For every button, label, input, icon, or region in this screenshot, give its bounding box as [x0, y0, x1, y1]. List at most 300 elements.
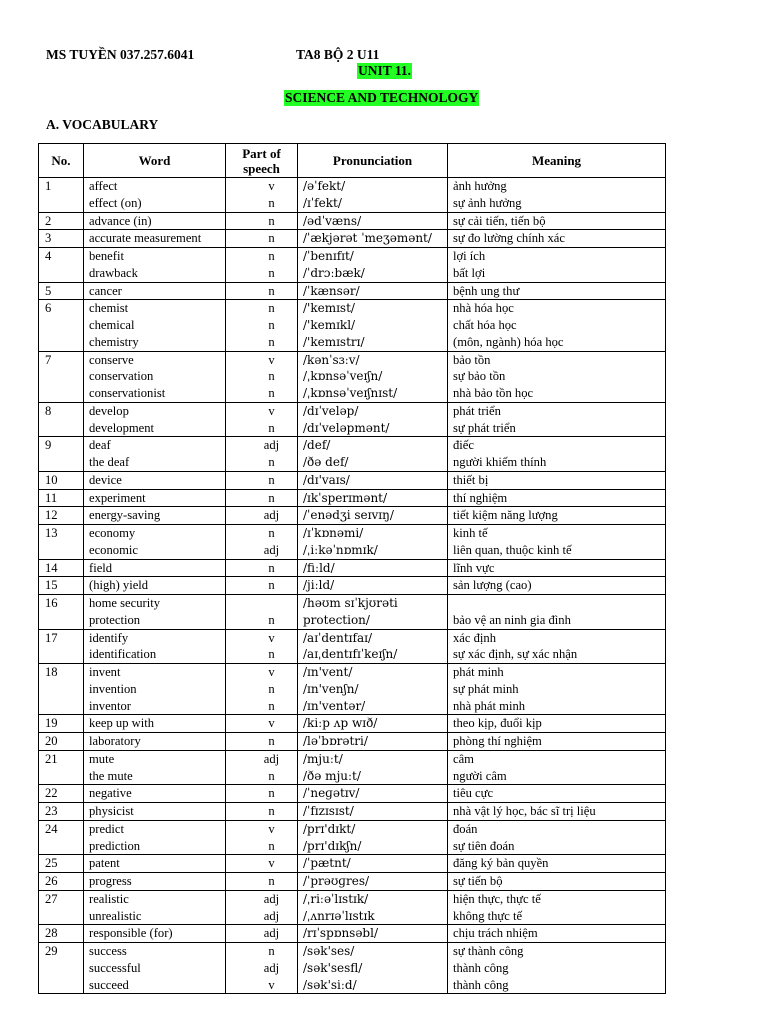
pronunciation-line: /ˈprəʊɡres/	[303, 874, 370, 888]
word-line: experiment	[89, 490, 146, 505]
part-of-speech-line: n	[268, 231, 275, 246]
meaning-line: hiện thực, thực tế	[453, 891, 541, 906]
word-line: realistic	[89, 891, 129, 906]
word-cell	[84, 664, 226, 715]
part-of-speech-line: adj	[263, 908, 280, 923]
mean-cell	[448, 230, 666, 248]
pos-cell	[226, 437, 298, 472]
word-line: develop	[89, 403, 129, 418]
pron-cell	[298, 402, 448, 437]
pos-cell	[226, 212, 298, 230]
pos-cell	[226, 300, 298, 351]
meaning-line: kinh tế	[453, 526, 488, 540]
entry-number: 11	[45, 490, 58, 505]
word-line: progress	[89, 874, 132, 888]
meaning-line: ảnh hưởng	[453, 179, 507, 193]
meaning-line: thí nghiệm	[453, 490, 508, 505]
word-cell	[84, 178, 226, 213]
table-row	[39, 230, 666, 248]
meaning-line: sản lượng (cao)	[453, 578, 532, 593]
meaning-line: phòng thí nghiệm	[453, 734, 542, 748]
pronunciation-line: /həʊm sɪˈkjʊrəti	[303, 596, 398, 610]
part-of-speech-line: v	[268, 352, 275, 367]
no-cell	[39, 785, 84, 803]
entry-number: 14	[45, 560, 58, 575]
meaning-line: điếc	[453, 438, 474, 453]
table-row	[39, 577, 666, 595]
pronunciation-line: /ɪˈkɒnəmi/	[303, 526, 364, 540]
pronunciation-line: /aɪˌdentɪfɪˈkeɪʃn/	[303, 647, 398, 662]
meaning-line: (môn, ngành) hóa học	[453, 334, 564, 349]
table-row	[39, 785, 666, 803]
meaning-line: sự thành công	[453, 944, 524, 958]
pronunciation-line: /ðə def/	[303, 455, 349, 469]
mean-cell	[448, 489, 666, 507]
pos-cell	[226, 855, 298, 873]
part-of-speech-line: n	[268, 647, 275, 662]
pron-cell	[298, 525, 448, 560]
word-line: economy	[89, 526, 136, 540]
pos-cell	[226, 577, 298, 595]
entry-number: 29	[45, 944, 58, 958]
pos-cell	[226, 785, 298, 803]
pronunciation-line: /'kemɪst/	[303, 301, 355, 316]
table-row	[39, 664, 666, 715]
word-line: cancer	[89, 283, 122, 298]
part-of-speech-line: n	[268, 526, 275, 540]
pos-cell	[226, 873, 298, 891]
no-cell	[39, 803, 84, 821]
no-cell	[39, 715, 84, 733]
part-of-speech-line: n	[268, 838, 275, 853]
meaning-line: người câm	[453, 768, 507, 783]
no-cell	[39, 855, 84, 873]
meaning-line: nhà phát minh	[453, 698, 526, 713]
no-cell	[39, 471, 84, 489]
table-row	[39, 750, 666, 785]
word-line: effect (on)	[89, 195, 142, 210]
entry-number: 16	[45, 596, 58, 610]
pron-cell	[298, 507, 448, 525]
word-cell	[84, 890, 226, 925]
pronunciation-line: /ˌkɒnsəˈveɪʃn/	[303, 369, 383, 384]
pos-cell	[226, 559, 298, 577]
no-cell	[39, 351, 84, 402]
pron-cell	[298, 230, 448, 248]
no-cell	[39, 629, 84, 664]
word-line: mute	[89, 751, 115, 766]
meaning-line: sự cải tiến, tiến bộ	[453, 213, 546, 228]
table-row	[39, 248, 666, 283]
mean-cell	[448, 471, 666, 489]
vocabulary-table	[38, 143, 666, 994]
no-cell	[39, 820, 84, 855]
pron-cell	[298, 595, 448, 630]
word-cell	[84, 230, 226, 248]
entry-number: 22	[45, 786, 58, 801]
meaning-line: lĩnh vực	[453, 560, 495, 575]
mean-cell	[448, 750, 666, 785]
meaning-line: theo kịp, đuổi kịp	[453, 716, 542, 731]
pron-cell	[298, 925, 448, 943]
pronunciation-line: /dɪ'vaɪs/	[303, 472, 350, 487]
pronunciation-line: /ˈenədʒi seɪvɪŋ/	[303, 508, 394, 523]
table-row	[39, 715, 666, 733]
meaning-line: tiết kiệm năng lượng	[453, 508, 558, 523]
part-of-speech-line: v	[268, 179, 275, 193]
column-header-word: Word	[84, 144, 226, 178]
pronunciation-line: /ɪkˈsperɪmənt/	[303, 490, 388, 505]
word-line: economic	[89, 542, 138, 557]
word-cell	[84, 733, 226, 751]
part-of-speech-line	[229, 595, 294, 612]
meaning-line: phát triển	[453, 403, 501, 418]
word-line: conservationist	[89, 386, 166, 400]
mean-cell	[448, 282, 666, 300]
mean-cell	[448, 437, 666, 472]
word-cell	[84, 248, 226, 283]
mean-cell	[448, 595, 666, 630]
entry-number: 8	[45, 403, 52, 418]
pronunciation-line: /ɪn'venʃn/	[303, 681, 359, 696]
column-header-part-of-speech: Part of speech	[226, 144, 298, 178]
part-of-speech-line: n	[268, 490, 275, 505]
table-row	[39, 525, 666, 560]
word-cell	[84, 943, 226, 994]
meaning-line: sự phát triển	[453, 420, 516, 435]
meaning-line: bệnh ung thư	[453, 283, 520, 298]
mean-cell	[448, 733, 666, 751]
word-line: energy-saving	[89, 508, 161, 523]
mean-cell	[448, 402, 666, 437]
no-cell	[39, 577, 84, 595]
word-cell	[84, 282, 226, 300]
meaning-line: bảo vệ an ninh gia đình	[453, 612, 571, 627]
meaning-line: xác định	[453, 630, 497, 645]
entry-number: 7	[45, 352, 52, 367]
part-of-speech-line: n	[268, 195, 275, 210]
pron-cell	[298, 559, 448, 577]
pron-cell	[298, 629, 448, 664]
word-line: the deaf	[89, 455, 130, 469]
no-cell	[39, 750, 84, 785]
meaning-line: nhà vật lý học, bác sĩ trị liệu	[453, 804, 596, 818]
mean-cell	[448, 300, 666, 351]
part-of-speech-line: v	[268, 665, 275, 679]
word-line: home security	[89, 596, 160, 610]
no-cell	[39, 890, 84, 925]
part-of-speech-line: n	[268, 283, 275, 298]
pronunciation-line: /sək'siːd/	[303, 977, 357, 992]
mean-cell	[448, 785, 666, 803]
mean-cell	[448, 890, 666, 925]
table-row	[39, 925, 666, 943]
table-row	[39, 212, 666, 230]
pronunciation-line: /ˈdrɔːbæk/	[303, 265, 365, 280]
pronunciation-line: /ˌʌnrɪəˈlɪstɪk	[303, 908, 375, 923]
table-row	[39, 471, 666, 489]
part-of-speech-line: n	[268, 472, 275, 487]
entry-number: 19	[45, 716, 58, 731]
table-row	[39, 178, 666, 213]
entry-number: 26	[45, 874, 58, 888]
mean-cell	[448, 715, 666, 733]
pos-cell	[226, 820, 298, 855]
pron-cell	[298, 750, 448, 785]
part-of-speech-line: adj	[263, 542, 280, 557]
table-row	[39, 803, 666, 821]
pos-cell	[226, 230, 298, 248]
pronunciation-line: protection/	[303, 612, 370, 627]
no-cell	[39, 664, 84, 715]
word-line: negative	[89, 786, 132, 801]
part-of-speech-line: adj	[263, 960, 280, 975]
word-line: (high) yield	[89, 578, 149, 593]
pronunciation-line: /prɪ'dɪkʃn/	[303, 838, 362, 853]
word-line: succeed	[89, 977, 129, 992]
pron-cell	[298, 178, 448, 213]
table-row	[39, 890, 666, 925]
part-of-speech-line: adj	[263, 751, 280, 766]
pronunciation-line: /rɪˈspɒnsəbl/	[303, 926, 378, 941]
meaning-line: thành công	[453, 977, 509, 992]
pronunciation-line: /ləˈbɒrətri/	[303, 734, 368, 748]
part-of-speech-line: n	[268, 698, 275, 713]
table-row	[39, 855, 666, 873]
word-cell	[84, 489, 226, 507]
word-line: success	[89, 944, 127, 958]
meaning-line: liên quan, thuộc kinh tế	[453, 542, 572, 557]
no-cell	[39, 873, 84, 891]
meaning-line: bảo tồn	[453, 352, 491, 367]
lesson-code: TA8 BỘ 2 U11	[296, 47, 380, 62]
part-of-speech-line: n	[268, 420, 275, 435]
mean-cell	[448, 212, 666, 230]
pronunciation-line: /ɪn'vent/	[303, 665, 353, 679]
pronunciation-line: /jiːld/	[303, 578, 335, 593]
pron-cell	[298, 873, 448, 891]
entry-number: 1	[45, 179, 52, 193]
column-header-pronunciation: Pronunciation	[298, 144, 448, 178]
pron-cell	[298, 351, 448, 402]
part-of-speech-line: n	[268, 612, 275, 627]
pronunciation-line: /əˈfekt/	[303, 179, 346, 193]
pronunciation-line: /ɪn'ventər/	[303, 698, 366, 713]
no-cell	[39, 943, 84, 994]
entry-number: 23	[45, 804, 58, 818]
pronunciation-line: /def/	[303, 438, 331, 453]
entry-number: 28	[45, 926, 58, 941]
part-of-speech-line: n	[268, 734, 275, 748]
part-of-speech-line: v	[268, 856, 275, 871]
pron-cell	[298, 715, 448, 733]
pron-cell	[298, 489, 448, 507]
no-cell	[39, 595, 84, 630]
word-cell	[84, 855, 226, 873]
no-cell	[39, 733, 84, 751]
pronunciation-line: /ˈkænsər/	[303, 283, 360, 298]
part-of-speech-line: n	[268, 578, 275, 593]
part-of-speech-line: v	[268, 977, 275, 992]
meaning-line: đăng ký bản quyền	[453, 856, 549, 871]
table-row	[39, 402, 666, 437]
mean-cell	[448, 559, 666, 577]
entry-number: 13	[45, 526, 58, 540]
pron-cell	[298, 803, 448, 821]
meaning-line: sự bảo tồn	[453, 369, 506, 384]
pos-cell	[226, 715, 298, 733]
part-of-speech-line: n	[268, 786, 275, 801]
meaning-line: thành công	[453, 960, 509, 975]
pronunciation-line: /dɪˈveləp/	[303, 403, 359, 418]
column-header-no: No.	[39, 144, 84, 178]
meaning-line	[453, 595, 662, 612]
pron-cell	[298, 943, 448, 994]
meaning-line: chịu trách nhiệm	[453, 926, 538, 941]
no-cell	[39, 559, 84, 577]
word-line: inventor	[89, 698, 131, 713]
meaning-line: sự ảnh hưởng	[453, 195, 522, 210]
mean-cell	[448, 803, 666, 821]
word-line: responsible (for)	[89, 926, 173, 941]
pron-cell	[298, 890, 448, 925]
word-line: predict	[89, 821, 124, 836]
entry-number: 21	[45, 751, 58, 766]
word-line: identify	[89, 630, 129, 645]
word-line: the mute	[89, 768, 133, 783]
mean-cell	[448, 855, 666, 873]
no-cell	[39, 489, 84, 507]
pronunciation-line: /ədˈvæns/	[303, 213, 362, 228]
pronunciation-line: /aɪˈdentɪfaɪ/	[303, 630, 372, 645]
part-of-speech-line: adj	[263, 891, 280, 906]
entry-number: 5	[45, 283, 52, 298]
pron-cell	[298, 855, 448, 873]
word-line: drawback	[89, 265, 138, 280]
pos-cell	[226, 282, 298, 300]
table-row	[39, 437, 666, 472]
part-of-speech-line: v	[268, 403, 275, 418]
word-line: chemist	[89, 301, 129, 316]
word-cell	[84, 577, 226, 595]
pron-cell	[298, 577, 448, 595]
pronunciation-line: /fiːld/	[303, 560, 335, 575]
pos-cell	[226, 402, 298, 437]
word-line: chemistry	[89, 334, 139, 349]
part-of-speech-line: n	[268, 804, 275, 818]
pronunciation-line: /dɪˈveləpmənt/	[303, 420, 390, 435]
table-row	[39, 943, 666, 994]
entry-number: 24	[45, 821, 58, 836]
part-of-speech-line: n	[268, 455, 275, 469]
pronunciation-line: /ðə mjuːt/	[303, 768, 361, 783]
mean-cell	[448, 820, 666, 855]
word-cell	[84, 471, 226, 489]
word-line: prediction	[89, 838, 141, 853]
part-of-speech-line: n	[268, 318, 275, 332]
meaning-line: không thực tế	[453, 908, 523, 923]
word-line: advance (in)	[89, 213, 152, 228]
meaning-line: sự đo lường chính xác	[453, 231, 565, 246]
word-cell	[84, 351, 226, 402]
pos-cell	[226, 525, 298, 560]
mean-cell	[448, 507, 666, 525]
entry-number: 18	[45, 665, 58, 679]
unit-subtitle: SCIENCE AND TECHNOLOGY	[285, 90, 479, 105]
table-row	[39, 733, 666, 751]
pronunciation-line: /ˈpætnt/	[303, 856, 351, 871]
no-cell	[39, 925, 84, 943]
word-line: conserve	[89, 352, 134, 367]
part-of-speech-line: n	[268, 681, 275, 696]
part-of-speech-line: n	[268, 369, 275, 384]
pronunciation-line: /kiːp ʌp wɪð/	[303, 716, 378, 731]
column-header-meaning: Meaning	[448, 144, 666, 178]
meaning-line: nhà bảo tồn học	[453, 386, 534, 400]
part-of-speech-line: v	[268, 716, 275, 731]
table-row	[39, 820, 666, 855]
pos-cell	[226, 471, 298, 489]
pron-cell	[298, 212, 448, 230]
entry-number: 25	[45, 856, 58, 871]
mean-cell	[448, 943, 666, 994]
pronunciation-line: /ˈbenɪfɪt/	[303, 249, 354, 263]
pronunciation-line: /'kemɪkl/	[303, 318, 356, 332]
entry-number: 4	[45, 249, 52, 263]
entry-number: 17	[45, 630, 58, 645]
pronunciation-line: /sək'ses/	[303, 944, 355, 958]
pronunciation-line: /ˈfɪzɪsɪst/	[303, 804, 354, 818]
meaning-line: câm	[453, 751, 474, 766]
pronunciation-line: /ˈneɡətɪv/	[303, 786, 360, 801]
no-cell	[39, 525, 84, 560]
pronunciation-line: /ɪˈfekt/	[303, 195, 342, 210]
word-line: patent	[89, 856, 120, 871]
word-cell	[84, 212, 226, 230]
pos-cell	[226, 507, 298, 525]
word-line: field	[89, 560, 113, 575]
entry-number: 6	[45, 301, 52, 316]
table-row	[39, 873, 666, 891]
word-line: benefit	[89, 249, 124, 263]
word-line: protection	[89, 612, 141, 627]
table-body	[39, 178, 666, 994]
mean-cell	[448, 351, 666, 402]
no-cell	[39, 437, 84, 472]
meaning-line: chất hóa học	[453, 318, 517, 332]
pos-cell	[226, 733, 298, 751]
pronunciation-line: /prɪ'dɪkt/	[303, 821, 356, 836]
pronunciation-line: /sək'sesfl/	[303, 960, 363, 975]
part-of-speech-line: n	[268, 768, 275, 783]
pos-cell	[226, 890, 298, 925]
entry-number: 10	[45, 472, 58, 487]
pos-cell	[226, 629, 298, 664]
word-line: identification	[89, 647, 157, 662]
pron-cell	[298, 733, 448, 751]
word-cell	[84, 820, 226, 855]
pos-cell	[226, 943, 298, 994]
word-line: chemical	[89, 318, 135, 332]
meaning-line: sự tiên đoán	[453, 838, 515, 853]
part-of-speech-line: n	[268, 249, 275, 263]
pronunciation-line: /ˌiːkəˈnɒmɪk/	[303, 542, 378, 557]
pron-cell	[298, 471, 448, 489]
word-cell	[84, 785, 226, 803]
table-row	[39, 489, 666, 507]
no-cell	[39, 178, 84, 213]
no-cell	[39, 282, 84, 300]
